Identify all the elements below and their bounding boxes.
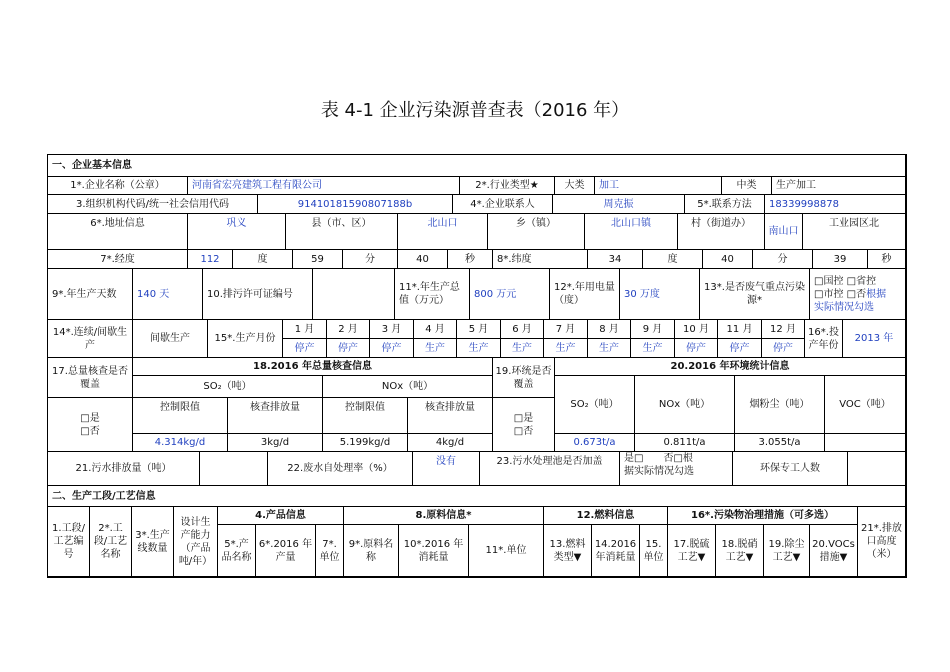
- permit-number-label: 10.排污许可证编号: [203, 269, 313, 320]
- key-polluter-options[interactable]: [810, 269, 906, 320]
- product-name-header: 5*.产品名称: [218, 525, 256, 577]
- env-no-option[interactable]: □否: [513, 425, 534, 437]
- month-header: 1 月: [283, 320, 327, 339]
- verify-no-option[interactable]: □否: [80, 425, 100, 437]
- key-option-line1: □国控 □省控: [814, 275, 877, 287]
- month-status[interactable]: 生产: [501, 339, 544, 358]
- outlet-height-header: 21*.排放口高度（米）: [858, 507, 906, 577]
- start-year-field[interactable]: 2013 年: [843, 320, 906, 358]
- month-status[interactable]: 停产: [327, 339, 370, 358]
- latitude-second-field[interactable]: 39: [813, 250, 868, 269]
- park-field[interactable]: 工业园区北: [803, 214, 906, 250]
- town-label: 乡（镇）: [488, 214, 585, 250]
- so2-heading: SO₂（吨）: [133, 376, 323, 398]
- continuous-field[interactable]: 间歇生产: [133, 320, 208, 358]
- sewage-field[interactable]: [200, 452, 268, 486]
- mid-category-label: 中类: [722, 177, 772, 195]
- env-dust-header: 烟粉尘（吨）: [735, 376, 825, 434]
- total-verify-label: 17.总量核查是否覆盖: [48, 358, 133, 398]
- so2-check-header: 核查排放量: [228, 398, 323, 434]
- nox-limit-field[interactable]: 5.199kg/d: [323, 434, 408, 452]
- minute-unit: 分: [343, 250, 398, 269]
- month-header: 10 月: [675, 320, 718, 339]
- address-label: 6*.地址信息: [48, 214, 188, 250]
- latitude-label: 8*.纬度: [493, 250, 588, 269]
- town-field[interactable]: 北山口: [398, 214, 488, 250]
- product-unit-header: 7*.单位: [316, 525, 344, 577]
- latitude-degree-field[interactable]: 34: [588, 250, 643, 269]
- month-header: 4 月: [414, 320, 457, 339]
- longitude-label: 7*.经度: [48, 250, 188, 269]
- section-heading-basic: 一、企业基本信息: [48, 155, 906, 177]
- longitude-second-field[interactable]: 40: [398, 250, 448, 269]
- month-status[interactable]: 生产: [588, 339, 631, 358]
- capacity-header: 设计生产能力（产品吨/年）: [174, 507, 218, 577]
- nox-limit-header: 控制限值: [323, 398, 408, 434]
- street-field[interactable]: 南山口: [765, 214, 803, 250]
- output-value-label: 11*.年生产总值（万元）: [395, 269, 470, 320]
- latitude-minute-field[interactable]: 40: [703, 250, 753, 269]
- month-status[interactable]: 停产: [283, 339, 327, 358]
- self-treatment-field[interactable]: 没有: [413, 452, 480, 486]
- company-name-label: 1*.企业名称（公章）: [48, 177, 188, 195]
- so2-check-field[interactable]: 3kg/d: [228, 434, 323, 452]
- month-header: 11 月: [718, 320, 762, 339]
- phone-label: 5*.联系方法: [685, 195, 765, 214]
- month-header: 9 月: [631, 320, 675, 339]
- env-nox-header: NOx（吨）: [635, 376, 735, 434]
- sewage-label: 21.污水排放量（吨）: [48, 452, 200, 486]
- contact-person-label: 4*.企业联系人: [453, 195, 553, 214]
- contact-person-field[interactable]: 周克振: [553, 195, 685, 214]
- raw-name-header: 9*.原料名称: [344, 525, 399, 577]
- start-year-label: 16*.投产年份: [805, 320, 843, 358]
- month-status[interactable]: 停产: [718, 339, 762, 358]
- village-label: 村（街道办）: [678, 214, 765, 250]
- month-status[interactable]: 生产: [631, 339, 675, 358]
- power-usage-field[interactable]: 30 万度: [620, 269, 700, 320]
- product-output-header: 6*.2016 年产量: [256, 525, 316, 577]
- month-status[interactable]: 生产: [544, 339, 588, 358]
- production-days-field[interactable]: 140 天: [133, 269, 203, 320]
- month-header: 6 月: [501, 320, 544, 339]
- vocs-measure-header[interactable]: 20.VOCs 措施▼: [810, 525, 858, 577]
- env-so2-header: SO₂（吨）: [555, 376, 635, 434]
- month-status[interactable]: 停产: [762, 339, 805, 358]
- county-field[interactable]: 巩义: [188, 214, 286, 250]
- denitrification-header[interactable]: 18.脱硝工艺▼: [716, 525, 764, 577]
- longitude-degree-field[interactable]: 112: [188, 250, 233, 269]
- env-voc-field[interactable]: [825, 434, 906, 452]
- fuel-consumption-header: 14.2016 年消耗量: [592, 525, 640, 577]
- mid-category-field[interactable]: 生产加工: [772, 177, 906, 195]
- raw-consumption-header: 10*.2016 年消耗量: [399, 525, 469, 577]
- env-voc-header: VOC（吨）: [825, 376, 906, 434]
- env-so2-field[interactable]: 0.673t/a: [555, 434, 635, 452]
- survey-form: [47, 154, 907, 578]
- month-status[interactable]: 停产: [370, 339, 414, 358]
- major-category-field[interactable]: 加工: [595, 177, 722, 195]
- key-option-line2: □市控 □否根据: [814, 288, 887, 300]
- pool-cover-line2: 据实际情况勾选: [624, 466, 694, 477]
- month-header: 12 月: [762, 320, 805, 339]
- longitude-minute-field[interactable]: 59: [293, 250, 343, 269]
- production-days-label: 9*.年生产天数: [48, 269, 133, 320]
- phone-field[interactable]: 18339998878: [765, 195, 906, 214]
- month-header: 3 月: [370, 320, 414, 339]
- treatment-heading: 16*.污染物治理措施（可多选）: [668, 507, 858, 525]
- major-category-label: 大类: [555, 177, 595, 195]
- degree-unit: 度: [643, 250, 703, 269]
- process-name-header: 2*.工段/工艺名称: [90, 507, 132, 577]
- raw-material-heading: 8.原料信息*: [344, 507, 544, 525]
- month-header: 8 月: [588, 320, 631, 339]
- fuel-info-heading: 12.燃料信息: [544, 507, 668, 525]
- env-staff-field[interactable]: [848, 452, 906, 486]
- company-name-field[interactable]: 河南省宏亮建筑工程有限公司: [188, 177, 460, 195]
- process-number-header: 1.工段/工艺编号: [48, 507, 90, 577]
- pool-cover-label: 23.污水处理池是否加盖: [480, 452, 620, 486]
- env-dust-field[interactable]: 3.055t/a: [735, 434, 825, 452]
- env-yes-option[interactable]: □是: [513, 412, 534, 424]
- minute-unit: 分: [753, 250, 813, 269]
- fuel-unit-header: 15.单位: [640, 525, 668, 577]
- village-field[interactable]: 北山口镇: [585, 214, 678, 250]
- total-verify-heading: 18.2016 年总量核查信息: [133, 358, 493, 376]
- key-option-line3: 实际情况勾选: [814, 301, 874, 313]
- env-nox-field[interactable]: 0.811t/a: [635, 434, 735, 452]
- key-polluter-label: 13*.是否废气重点污染源*: [700, 269, 810, 320]
- pool-cover-options[interactable]: [620, 452, 733, 486]
- dust-removal-header[interactable]: 19.除尘工艺▼: [764, 525, 810, 577]
- env-staff-label: 环保专工人数: [733, 452, 848, 486]
- env-stats-heading: 20.2016 年环境统计信息: [555, 358, 906, 376]
- power-usage-label: 12*.年用电量（度）: [550, 269, 620, 320]
- verify-yes-no[interactable]: [48, 398, 133, 452]
- org-code-label: 3.组织机构代码/统一社会信用代码: [48, 195, 258, 214]
- so2-limit-header: 控制限值: [133, 398, 228, 434]
- page-title: 表 4-1 企业污染源普查表（2016 年）: [320, 100, 630, 121]
- second-unit: 秒: [868, 250, 906, 269]
- org-code-field[interactable]: 91410181590807188b: [258, 195, 453, 214]
- industry-type-label: 2*.行业类型★: [460, 177, 555, 195]
- nox-check-field[interactable]: 4kg/d: [408, 434, 493, 452]
- output-value-field[interactable]: 800 万元: [470, 269, 550, 320]
- fuel-type-header[interactable]: 13.燃料类型▼: [544, 525, 592, 577]
- verify-yes-option[interactable]: □是: [80, 412, 100, 424]
- product-info-heading: 4.产品信息: [218, 507, 344, 525]
- nox-heading: NOx（吨）: [323, 376, 493, 398]
- production-month-label: 15*.生产月份: [208, 320, 283, 358]
- self-treatment-label: 22.废水自处理率（%）: [268, 452, 413, 486]
- desulfurization-header[interactable]: 17.脱硫工艺▼: [668, 525, 716, 577]
- so2-limit-field[interactable]: 4.314kg/d: [133, 434, 228, 452]
- raw-unit-header: 11*.单位: [469, 525, 544, 577]
- env-yes-no[interactable]: [493, 398, 555, 452]
- county-label: 县（市、区）: [286, 214, 398, 250]
- degree-unit: 度: [233, 250, 293, 269]
- nox-check-header: 核查排放量: [408, 398, 493, 434]
- month-header: 2 月: [327, 320, 370, 339]
- continuous-label: 14*.连续/间歇生产: [48, 320, 133, 358]
- line-count-header: 3*.生产线数量: [132, 507, 174, 577]
- permit-number-field[interactable]: [313, 269, 395, 320]
- env-cover-label: 19.环统是否覆盖: [493, 358, 555, 398]
- second-unit: 秒: [448, 250, 493, 269]
- month-status[interactable]: 停产: [675, 339, 718, 358]
- month-header: 7 月: [544, 320, 588, 339]
- pool-cover-line1: 是□ 否□根: [624, 453, 693, 464]
- month-header: 5 月: [457, 320, 501, 339]
- section-heading-process: 二、生产工段/工艺信息: [48, 486, 906, 507]
- month-status[interactable]: 生产: [457, 339, 501, 358]
- month-status[interactable]: 生产: [414, 339, 457, 358]
